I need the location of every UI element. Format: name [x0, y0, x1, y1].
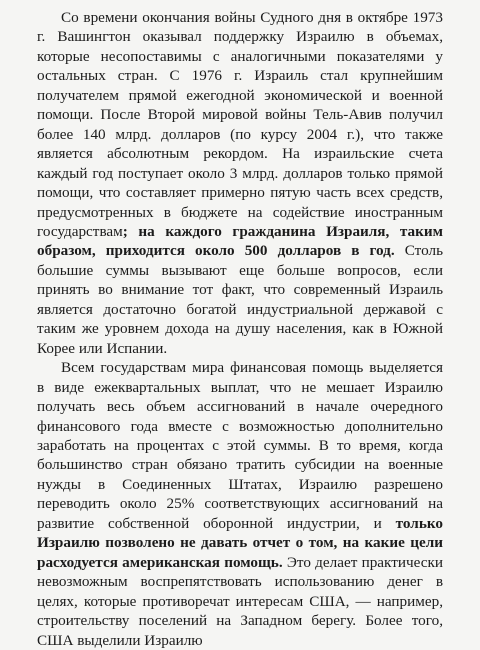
paragraph-1-text-end: Столь большие суммы вызывают еще больше вопросов, если принять во внимание тот факт, что современный Израиль является достаточно богатой индустриальной державой с таким же уровнем дохода на душу населения, как в Южной Корее или Испании.	[37, 242, 443, 357]
paragraph-2	[37, 358, 443, 650]
paragraph-2-text-end: Это делает практически невозможным воспрепятствовать использованию денег в целях, которые противоречат интересам США, — например, строительству поселений на Западном берегу. Более того, США выделили Израилю	[37, 553, 443, 649]
paragraph-1-text: Со времени окончания войны Судного дня в октябре 1973 г. Вашингтон оказывал поддержку Израилю в объемах, которые несопоставимы с аналогичными показателями у остальных стран. С 1976 г. Израиль стал крупнейшим получателем прямой ежегодной экономической и военной помощи. После Второй мировой войны Тель-Авив получил более 140 млрд. долларов (по курсу 2004 г.), что также является абсолютным рекордом. На израильские счета каждый год поступает около 3 млрд. долларов только прямой помощи, что составляет примерно пятую часть всех средств, предусмотренных в бюджете на содействие иностранным государствам	[37, 9, 443, 240]
body-text	[37, 8, 443, 650]
paragraph-2-text: Всем государствам мира финансовая помощь выделяется в виде ежеквартальных выплат, что не мешает Израилю получать весь объем ассигнований в начале очередного финансового года вместе с возможностью дополнительно заработать на процентах с этой суммы. В то время, когда большинство стран обязано тратить субсидии на военные нужды в Соединенных Штатах, Израилю разрешено переводить около 25% соответствующих ассигнований на развитие собственной оборонной индустрии, и	[37, 359, 443, 532]
paragraph-2-bold-text: только Израилю позволено не давать отчет о том, на какие цели расходуется американская помощь.	[37, 514, 443, 571]
paragraph-1-bold-text: ; на каждого гражданина Израиля, таким образом, приходится около 500 долларов в год.	[37, 222, 443, 260]
paragraph-1	[37, 8, 443, 358]
